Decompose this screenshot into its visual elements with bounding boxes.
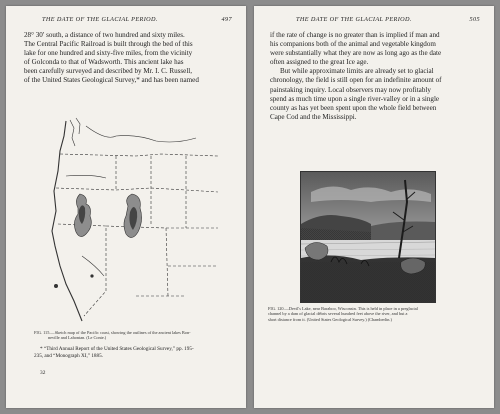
footnote-line: * “Third Annual Report of the United States Geological Survey,” pp. 195-	[40, 346, 194, 352]
map-caption	[34, 330, 230, 341]
left-body-text	[24, 31, 232, 86]
left-page-header	[24, 16, 232, 26]
right-page-header	[272, 16, 480, 26]
footnote	[34, 346, 228, 360]
caption-line: FIG. 120.—Devil's Lake, near Baraboo, Wisconsin. This is held in place in a preglacial	[268, 306, 418, 311]
running-title: THE DATE OF THE GLACIAL PERIOD.	[296, 16, 412, 23]
text-line: chronology, the field is still open for an indefinite amount of	[270, 76, 442, 85]
page-number: 497	[221, 16, 232, 23]
caption-line: FIG. 115.—Sketch map of the Pacific coast, showing the outlines of the ancient lakes Bon-	[34, 330, 191, 335]
caption-line: neville and Lahontan. (Le Conte.)	[48, 335, 107, 341]
photo-caption	[268, 306, 482, 322]
text-line: 28° 30′ south, a distance of two hundred and sixty miles.	[24, 31, 185, 39]
text-line: of Golconda to that of Wadsworth. This ancient lake has	[24, 58, 184, 67]
text-line: county as has yet been spent upon the whole field between	[270, 103, 437, 112]
signature-mark: 32	[40, 370, 46, 376]
pacific-coast-map	[46, 116, 221, 326]
text-line: lake for one hundred and sixty-five miles, from the vicinity	[24, 49, 193, 58]
left-page	[6, 6, 246, 408]
text-line: But while approximate limits are already set to glacial	[280, 67, 434, 76]
text-line: painstaking inquiry. Local observers may now profitably	[270, 85, 431, 94]
text-line: The Central Pacific Railroad is built through the bed of this	[24, 40, 193, 49]
devils-lake-engraving	[300, 171, 436, 303]
footnote-line: 235, and “Monograph XI,” 1885.	[34, 353, 104, 359]
right-body-text	[270, 31, 478, 122]
text-line: often assigned to the great Ice age.	[270, 58, 369, 67]
caption-line: channel by a dam of glacial débris several hundred feet above the river, and but a	[268, 311, 408, 317]
text-line: Cape Cod and the Mississippi.	[270, 112, 357, 121]
page-number: 505	[469, 16, 480, 23]
right-page	[254, 6, 494, 408]
text-line: his companions both of the animal and vegetable kingdom	[270, 40, 436, 49]
text-line: if the rate of change is no greater than is implied if man and	[270, 31, 440, 39]
text-line: been carefully surveyed and described by Mr. I. C. Russell,	[24, 67, 193, 76]
caption-line: short distance from it. (United States Geological Survey.) (Chamberlin.)	[268, 316, 392, 322]
text-line: were substantially what they are now as long ago as the date	[270, 49, 442, 58]
running-title: THE DATE OF THE GLACIAL PERIOD.	[42, 16, 158, 23]
text-line: of the United States Geological Survey,* and has been named	[24, 76, 199, 85]
text-line: spend as much time upon a single river-valley or in a single	[270, 94, 440, 103]
